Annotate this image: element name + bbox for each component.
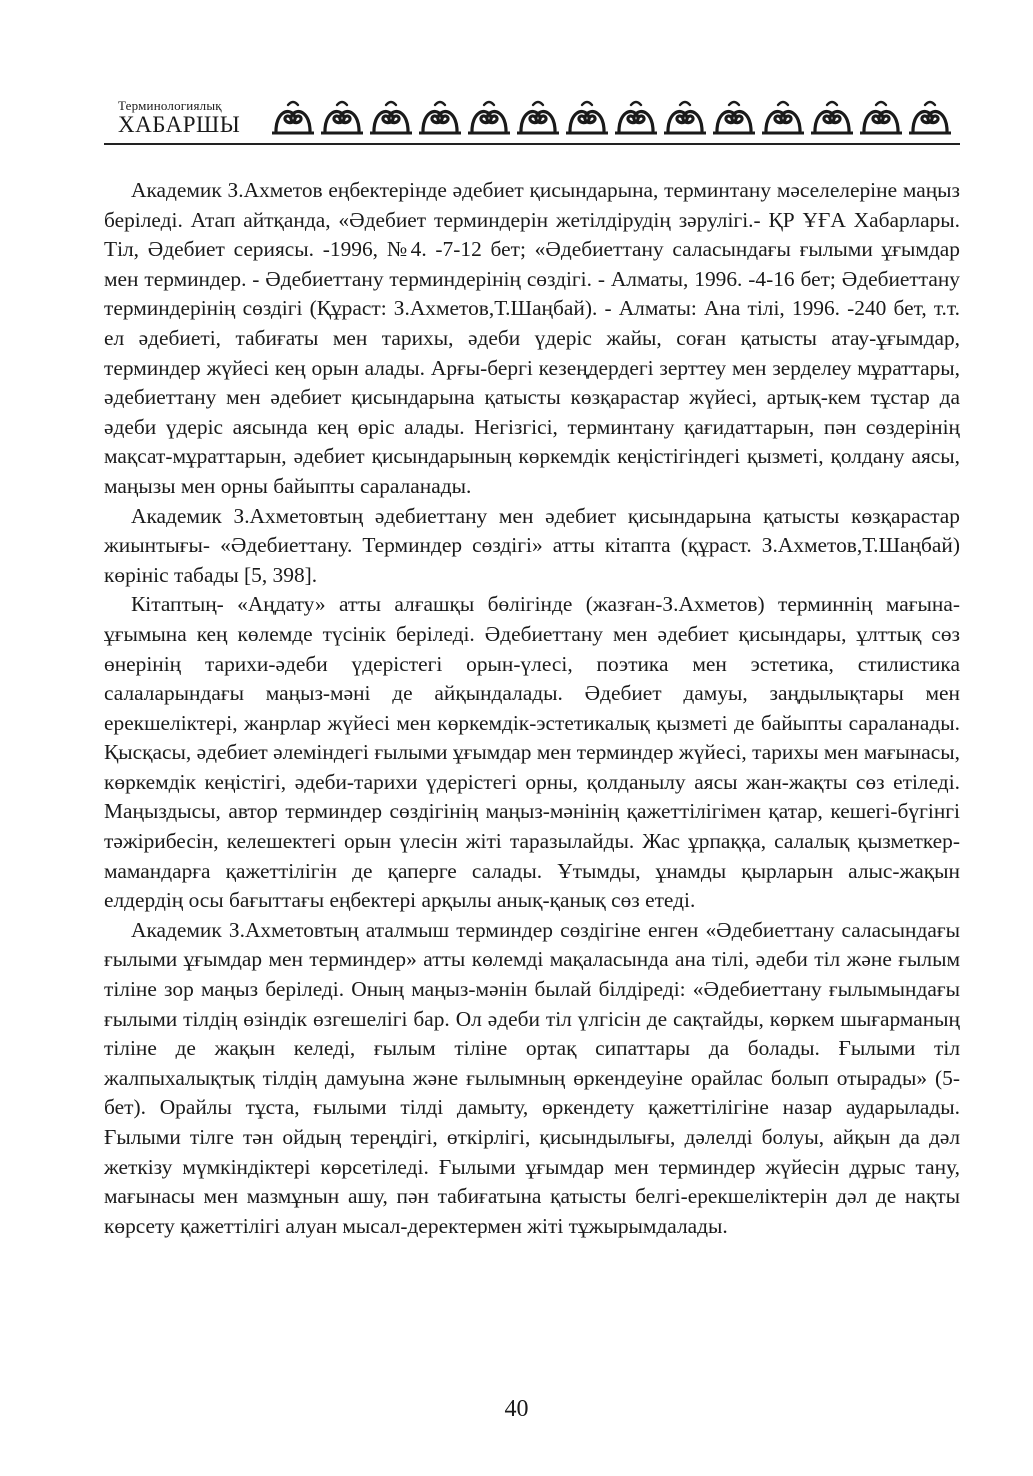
paragraph: Кітаптың- «Аңдату» атты алғашқы бөлігінде (жазған-З.Ахметов) терминнің мағына-ұғымына кең көлемде түсінік беріледі. Әдебиеттану мен әдебиет қисындары, ұлттық сөз өнерінің тарихи-әдеби үдерістегі орын-үлесі, поэтика мен эстетика, стилистика салаларындағы маңыз-мәні де айқындалады. Әдебиет дамуы, заңдылықтары мен ерекшеліктері, жанрлар жүйесі мен көркемдік-эстетикалық қызметі де байыпты сараланады. Қысқасы, әдебиет әлеміндегі ғылыми ұғымдар мен терминдер жүйесі, тарихы мен мағынасы, көркемдік кеңістігі, әдеби-тарихи үдерістегі орны, қолданылу аясы жан-жақты сөз етіледі. Маңыздысы, автор терминдер сөздігінің маңыз-мәнінің қажеттілігімен қатар, кешегі-бүгінгі тәжірибесін, келешектегі орын үлесін жіті таразылайды. Жас ұрпаққа, салалық қызметкер-мамандарға қажеттілігін де қаперге салады. Ұтымды, ұнамды қырларын алыс-жақын елдердің осы бағыттағы еңбектері арқылы анық-қанық сөз етеді.: [104, 592, 960, 913]
header-rule: [104, 143, 960, 145]
paragraph: Академик З.Ахметовтың әдебиеттану мен әдебиет қисындарына қатысты көзқарастар жиынтығы- «Әдебиеттану. Терминдер сөздігі» атты кітапта (құраст. З.Ахметов,Т.Шаңбай) көрініс табады [5, 398].: [104, 503, 960, 587]
paragraph: Академик З.Ахметовтың аталмыш терминдер сөздігіне енген «Әдебиеттану саласындағы ғылыми ұғымдар мен терминдер» атты көлемді мақаласында ана тілі, әдеби тіл және ғылым тіліне зор маңыз беріледі. Оның маңыз-мәнін былай білдіреді: «Әдебиеттану ғылымындағы ғылыми тілдің өзіндік өзгешелігі бар. Ол әдеби тіл үлгісін де сақтайды, көркем шығарманың тіліне де жақын келеді, ғылым тіліне ортақ сипаттары да болады. Ғылыми тіл жалпыхалықтық тілдің дамуына және ғылымның өркендеуіне орайлас болып отырады» (5-бет). Орайлы тұста, ғылыми тілді дамыту, өркендету қажеттілігіне назар аударылады. Ғылыми тілге тән ойдың тереңдігі, өткірлігі, қисындылығы, дәлелді болуы, айқын да дәл жеткізу мүмкіндіктері көрсетіледі. Ғылыми ұғымдар мен терминдер жүйесін дұрыс тану, мағынасы мен мазмұнын ашу, пән табиғатына қатысты белгі-ерекшеліктерін дәл де нақты көрсету қажеттілігі алуан мысал-деректермен жіті тұжырымдалады.: [104, 917, 960, 1238]
kazakh-ornament-icon: [270, 99, 960, 139]
page-number: 40: [504, 1396, 529, 1422]
paragraph: Академик З.Ахметов еңбектерінде әдебиет қисындарына, терминтану мәселелеріне маңыз беріледі. Атап айтқанда, «Әдебиет терминдерін жетілдірудің зәрулігі.- ҚР ҰҒА Хабарлары. Тіл, Әдебиет сериясы. -1996, №4. -7-12 бет; «Әдебиеттану саласындағы ғылыми ұғымдар мен терминдер. - Әдебиеттану терминдерінің сөздігі. - Алматы, 1996. -4-16 бет; Әдебиеттану терминдерінің сөздігі (Құраст: З.Ахметов,Т.Шаңбай). - Алматы: Ана тілі, 1996. -240 бет, т.т. ел әдебиеті, табиғаты мен тарихы, әдеби үдеріс жайы, соған қатысты атау-ұғымдар, терминдер жүйесі кең орын алады. Арғы-бергі кезеңдердегі зерттеу мен зерделеу мұраттары, әдебиеттану мен әдебиет қисындарына қатысты көзқарастар жүйесі, артық-кем тұстар да әдеби үдеріс аясында кең өріс алады. Негізгісі, терминтану қағидаттарын, пән сөздерінің мақсат-мұраттарын, әдебиет қисындарының көркемдік кеңістігіндегі қызметі, қолдану аясы, маңызы мен орны байыпты сараланады.: [104, 178, 960, 498]
journal-title-large: ХАБАРШЫ: [118, 112, 241, 137]
article-body: [104, 176, 960, 1241]
journal-header: [104, 94, 960, 146]
journal-title-small: Терминологиялық: [118, 98, 222, 113]
